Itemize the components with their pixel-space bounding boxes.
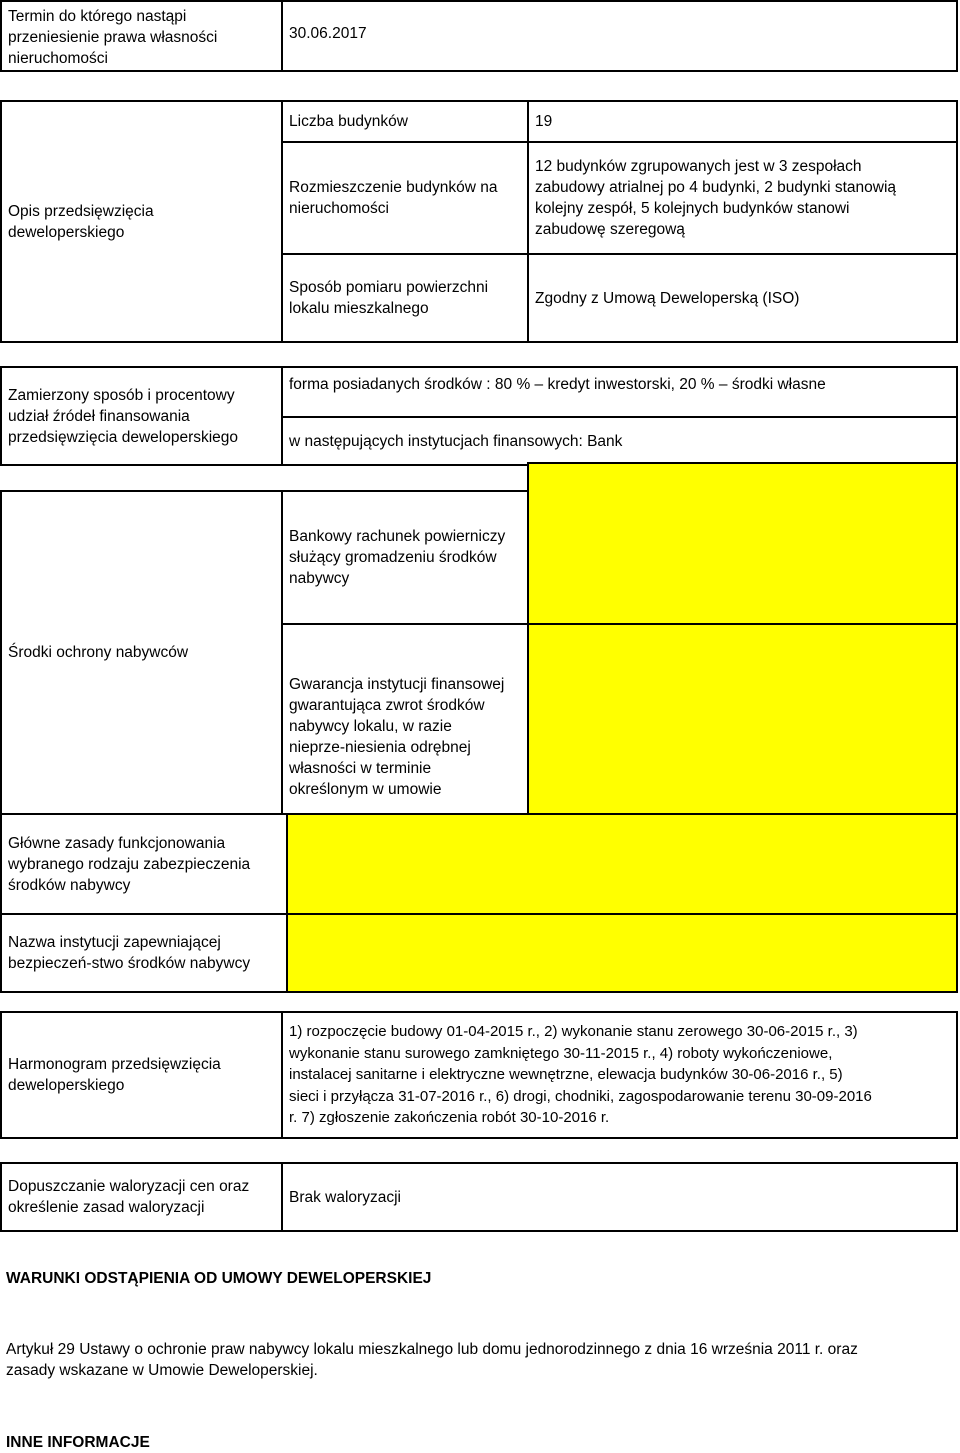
waloryzacja-label: Dopuszczanie waloryzacji cen oraz określenie zasad waloryzacji <box>0 1162 283 1232</box>
pomiar-label: Sposób pomiaru powierzchni lokalu mieszkalnego <box>281 253 529 343</box>
rozmieszczenie-label: Rozmieszczenie budynków na nieruchomości <box>281 141 529 255</box>
termin-label: Termin do którego nastąpi przeniesienie prawa własności nieruchomości <box>0 0 283 72</box>
zasady-label: Główne zasady funkcjonowania wybranego rodzaju zabezpieczenia środków nabywcy <box>0 813 288 915</box>
rozmieszczenie-value: 12 budynków zgrupowanych jest w 3 zespołach zabudowy atrialnej po 4 budynki, 2 budynki stanowią kolejny zespół, 5 kolejnych budynków stanowi zabudowę szeregową <box>527 141 958 255</box>
termin-value-cell <box>281 0 958 72</box>
rachunek-value <box>527 462 958 625</box>
finansowanie-label: Zamierzony sposób i procentowy udział źródeł finansowania przedsięwzięcia deweloperskiego <box>0 366 283 466</box>
inne-heading: INNE INFORMACJE <box>6 1434 150 1451</box>
warunki-heading: WARUNKI ODSTĄPIENIA OD UMOWY DEWELOPERSKIEJ <box>6 1270 432 1287</box>
liczba-budynkow-label: Liczba budynków <box>281 100 529 143</box>
opis-label: Opis przedsięwzięcia deweloperskiego <box>0 100 283 343</box>
gwarancja-value <box>527 623 958 815</box>
waloryzacja-value: Brak waloryzacji <box>281 1162 958 1232</box>
pomiar-value: Zgodny z Umową Deweloperską (ISO) <box>527 253 958 343</box>
instytucja-label: Nazwa instytucji zapewniającej bezpieczeń-stwo środków nabywcy <box>0 913 288 993</box>
instytucja-value <box>286 913 958 993</box>
finansowanie-line2: w następujących instytucjach finansowych: Bank <box>281 416 958 466</box>
zasady-value <box>286 813 958 915</box>
rachunek-label: Bankowy rachunek powierniczy służący gromadzeniu środków nabywcy <box>281 490 529 625</box>
harmonogram-label: Harmonogram przedsięwzięcia deweloperskiego <box>0 1011 283 1139</box>
warunki-text: Artykuł 29 Ustawy o ochronie praw nabywcy lokalu mieszkalnego lub domu jednorodzinnego z dnia 16 września 2011 r. oraz zasady wskazane w Umowie Deweloperskiej. <box>6 1341 858 1379</box>
finansowanie-line1: forma posiadanych środków : 80 % – kredyt inwestorski, 20 % – środki własne <box>281 366 958 418</box>
gwarancja-label: Gwarancja instytucji finansowej gwarantująca zwrot środków nabywcy lokalu, w razie nieprze-niesienia odrębnej własności w terminie określonym w umowie <box>281 623 529 815</box>
ochrona-label: Środki ochrony nabywców <box>0 490 283 815</box>
harmonogram-value: 1) rozpoczęcie budowy 01-04-2015 r., 2) wykonanie stanu zerowego 30-06-2015 r., 3) wykonanie stanu surowego zamkniętego 30-11-2015 r., 4) roboty wykończeniowe, instalacej sanitarne i elektryczne wewnętrzne, elewacja budynków 30-06-2016 r., 5) sieci i przyłącza 31-07-2016 r., 6) drogi, chodniki, zagospodarowanie terenu 30-09-2016 r. 7) zgłoszenie zakończenia robót 30-10-2016 r. <box>281 1011 958 1139</box>
termin-value: 30.06.2017 <box>289 25 367 42</box>
liczba-budynkow-value: 19 <box>527 100 958 143</box>
